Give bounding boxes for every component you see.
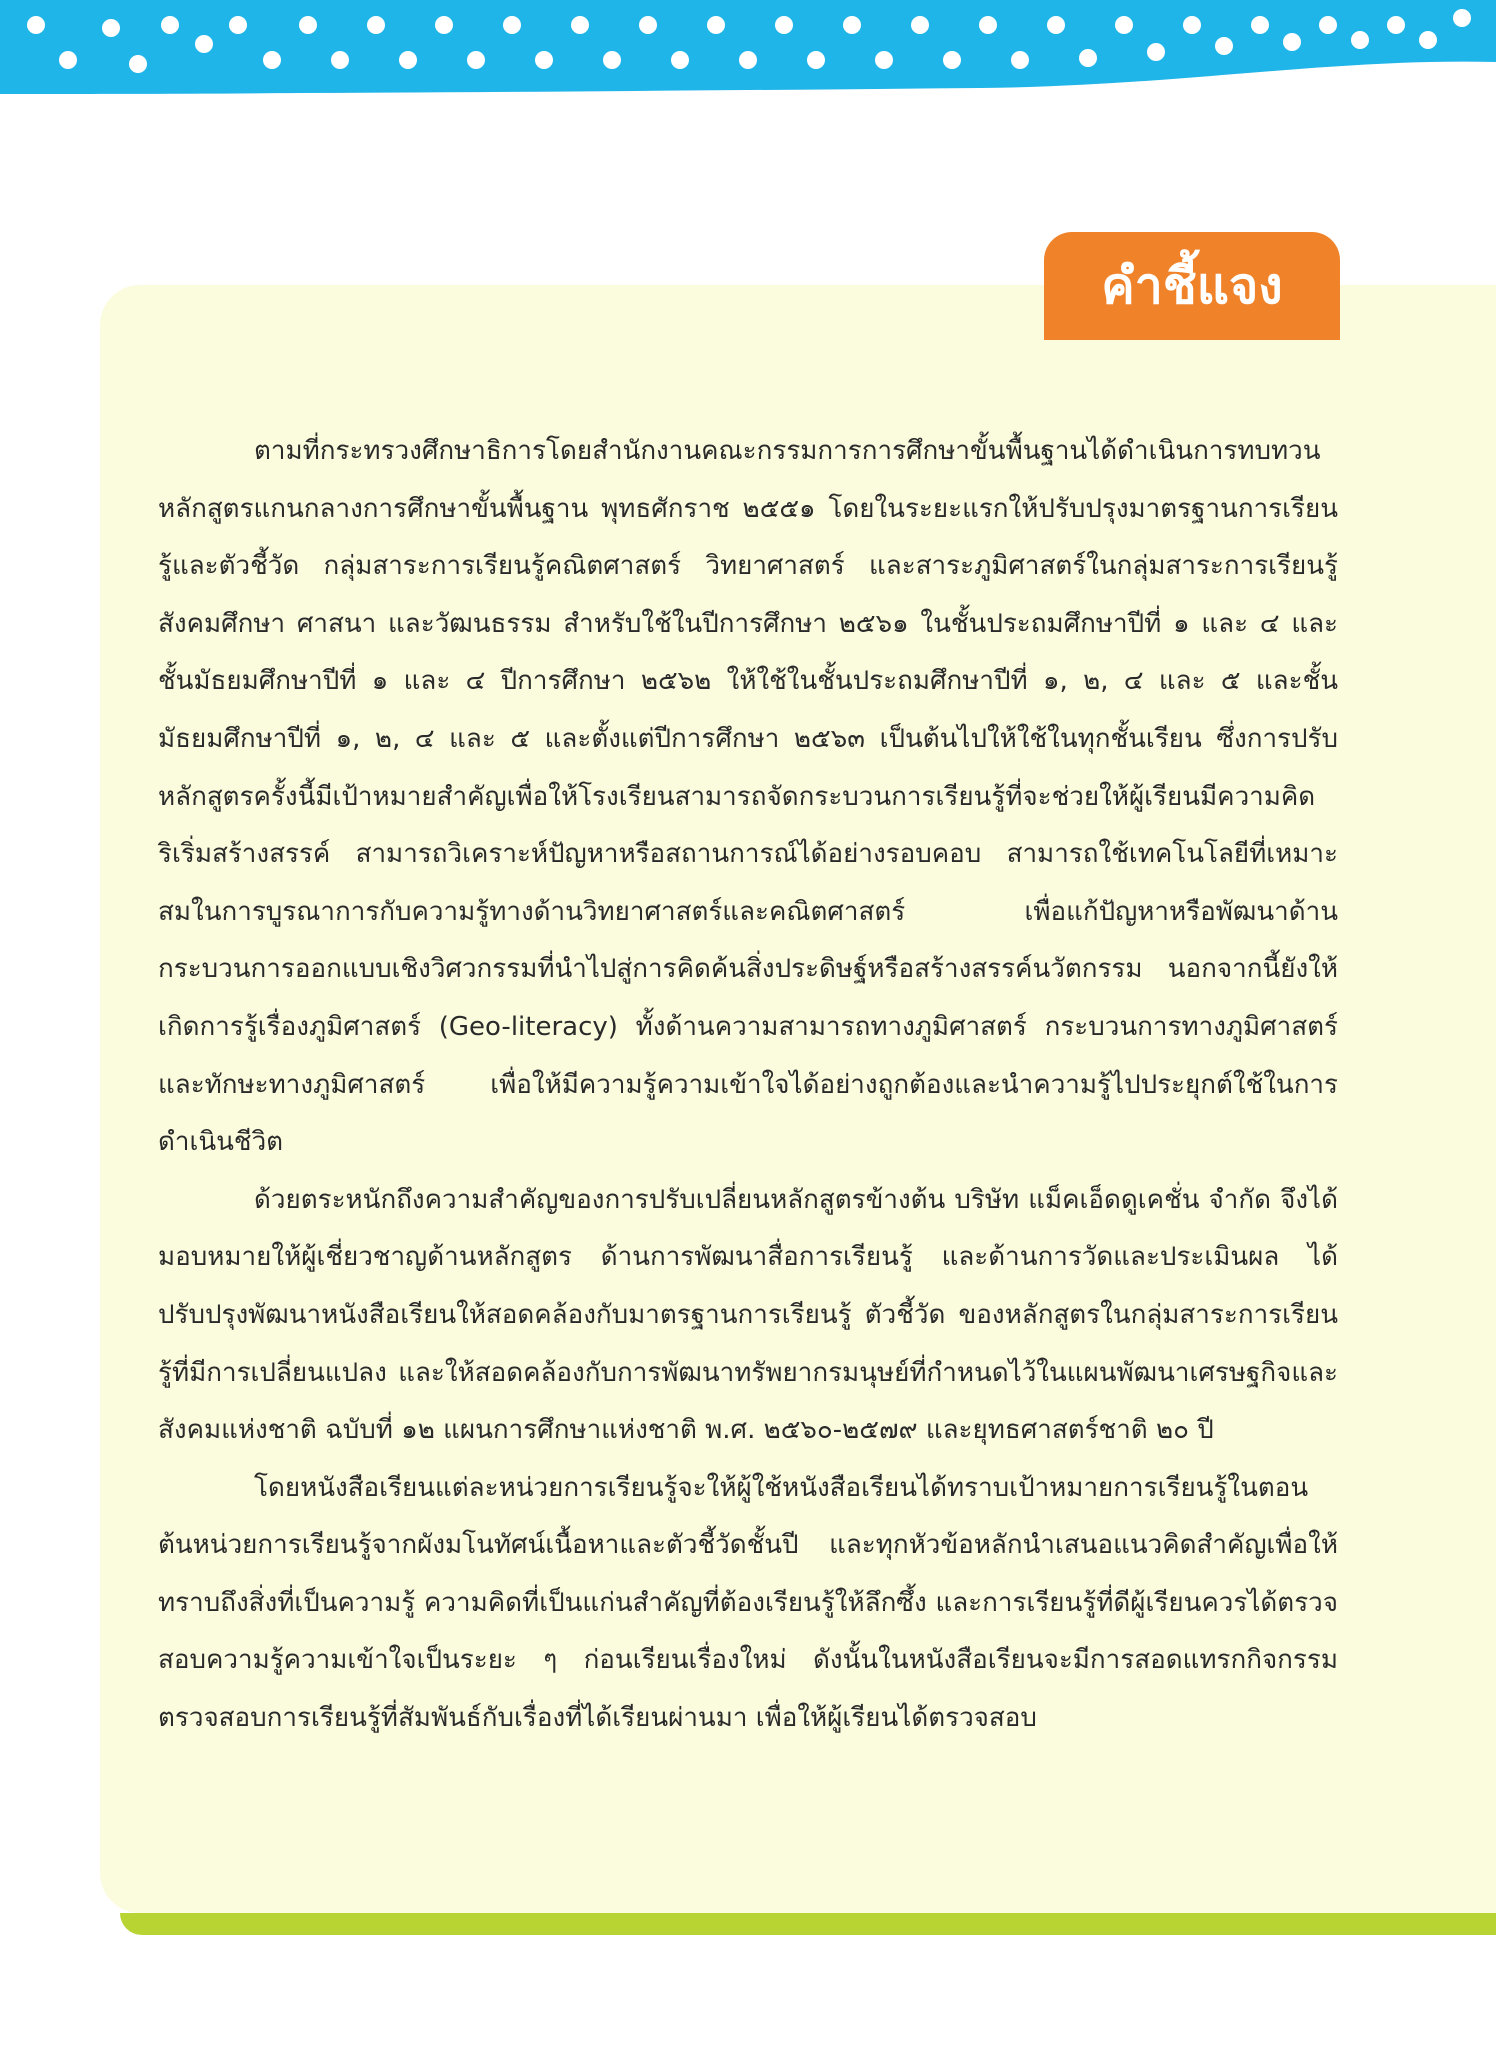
paragraph-3: โดยหนังสือเรียนแต่ละหน่วยการเรียนรู้จะให้ผู้ใช้หนังสือเรียนได้ทราบเป้าหมายการเรียนรู้ในตอนต้นหน่วยการเรียนรู้จากผังมโนทัศน์เนื้อหาและตัวชี้วัดชั้นปี และทุกหัวข้อหลักนำเสนอแนวคิดสำคัญเพื่อให้ทราบถึงสิ่งที่เป็นความรู้ ความคิดที่เป็นแก่นสำคัญที่ต้องเรียนรู้ให้ลึกซึ้ง และการเรียนรู้ที่ดีผู้เรียนควรได้ตรวจสอบความรู้ความเข้าใจเป็นระยะ ๆ ก่อนเรียนเรื่องใหม่ ดังนั้นในหนังสือเรียนจะมีการสอดแทรกกิจกรรมตรวจสอบการเรียนรู้ที่สัมพันธ์กับเรื่องที่ได้เรียนผ่านมา เพื่อให้ผู้เรียนได้ตรวจสอบ (158, 1472, 1338, 1734)
top-wave-band (0, 0, 1496, 110)
bottom-accent-bar (120, 1913, 1496, 1935)
paragraph-1: ตามที่กระทรวงศึกษาธิการโดยสำนักงานคณะกรรมการการศึกษาขั้นพื้นฐานได้ดำเนินการทบทวนหลักสูตรแกนกลางการศึกษาขั้นพื้นฐาน พุทธศักราช ๒๕๕๑ โดยในระยะแรกให้ปรับปรุงมาตรฐานการเรียนรู้และตัวชี้วัด กลุ่มสาระการเรียนรู้คณิตศาสตร์ วิทยาศาสตร์ และสาระภูมิศาสตร์ในกลุ่มสาระการเรียนรู้สังคมศึกษา ศาสนา และวัฒนธรรม สำหรับใช้ในปีการศึกษา ๒๕๖๑ ในชั้นประถมศึกษาปีที่ ๑ และ ๔ และชั้นมัธยมศึกษาปีที่ ๑ และ ๔ ปีการศึกษา ๒๕๖๒ ให้ใช้ในชั้นประถมศึกษาปีที่ ๑, ๒, ๔ และ ๕ และชั้นมัธยมศึกษาปีที่ ๑, ๒, ๔ และ ๕ และตั้งแต่ปีการศึกษา ๒๕๖๓ เป็นต้นไปให้ใช้ในทุกชั้นเรียน ซึ่งการปรับหลักสูตรครั้งนี้มีเป้าหมายสำคัญเพื่อให้โรงเรียนสามารถจัดกระบวนการเรียนรู้ที่จะช่วยให้ผู้เรียนมีความคิดริเริ่มสร้างสรรค์ สามารถวิเคราะห์ปัญหาหรือสถานการณ์ได้อย่างรอบคอบ สามารถใช้เทคโนโลยีที่เหมาะสมในการบูรณาการกับความรู้ทางด้านวิทยาศาสตร์และคณิตศาสตร์ เพื่อแก้ปัญหาหรือพัฒนาด้านกระบวนการออกแบบเชิงวิศวกรรมที่นำไปสู่การคิดค้นสิ่งประดิษฐ์หรือสร้างสรรค์นวัตกรรม นอกจากนี้ยังให้เกิดการรู้เรื่องภูมิศาสตร์ (Geo-literacy) ทั้งด้านความสามารถทางภูมิศาสตร์ กระบวนการทางภูมิศาสตร์ และทักษะทางภูมิศาสตร์ เพื่อให้มีความรู้ความเข้าใจได้อย่างถูกต้องและนำความรู้ไปประยุกต์ใช้ในการดำเนินชีวิต (158, 436, 1338, 1158)
wave-shape (0, 0, 1496, 94)
page-title: คำชี้แจง (1044, 232, 1340, 340)
paragraph-2: ด้วยตระหนักถึงความสำคัญของการปรับเปลี่ยนหลักสูตรข้างต้น บริษัท แม็คเอ็ดดูเคชั่น จำกัด จึงได้มอบหมายให้ผู้เชี่ยวชาญด้านหลักสูตร ด้านการพัฒนาสื่อการเรียนรู้ และด้านการวัดและประเมินผล ได้ปรับปรุงพัฒนาหนังสือเรียนให้สอดคล้องกับมาตรฐานการเรียนรู้ ตัวชี้วัด ของหลักสูตรในกลุ่มสาระการเรียนรู้ที่มีการเปลี่ยนแปลง และให้สอดคล้องกับการพัฒนาทรัพยากรมนุษย์ที่กำหนดไว้ในแผนพัฒนาเศรษฐกิจและสังคมแห่งชาติ ฉบับที่ ๑๒ แผนการศึกษาแห่งชาติ พ.ศ. ๒๕๖๐-๒๕๗๙ และยุทธศาสตร์ชาติ ๒๐ ปี (158, 1184, 1338, 1446)
body-text (158, 423, 1338, 1748)
